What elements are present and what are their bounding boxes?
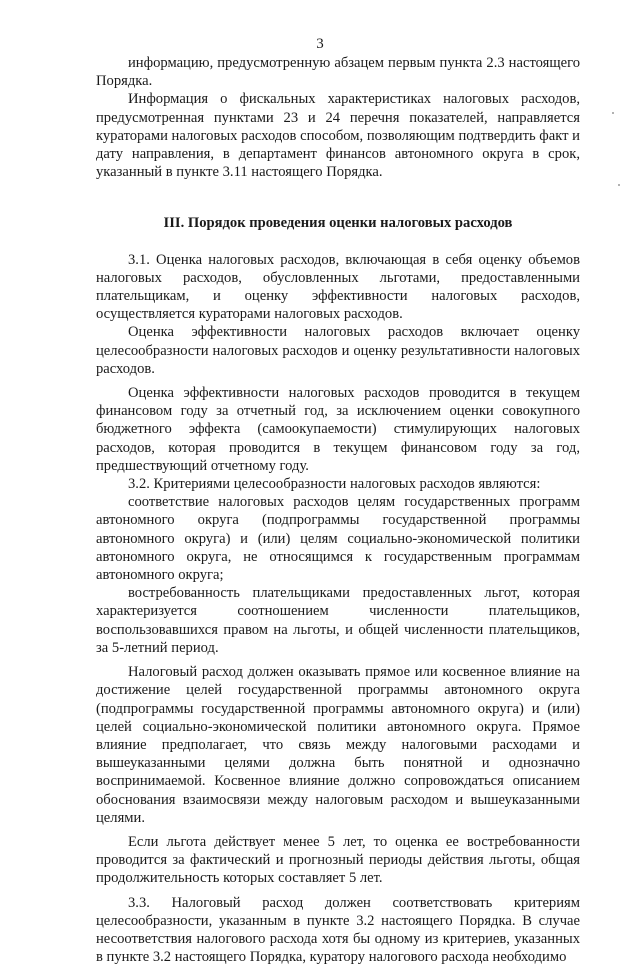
page-number: 3 — [316, 36, 324, 52]
paragraph: соответствие налоговых расходов целям государственных программ автономного округа (подпрограммы государственной программы автономного округа) и (или) целям социально-экономической политики автономного округа, не относящимся к государственным программам автономного округа; — [96, 494, 580, 584]
paragraph: Оценка эффективности налоговых расходов включает оценку целесообразности налоговых расходов и оценку результативности налоговых расходов. — [96, 324, 580, 377]
scan-artifact — [612, 112, 614, 114]
paragraph: информацию, предусмотренную абзацем первым пункта 2.3 настоящего Порядка. — [96, 55, 580, 90]
paragraph: Налоговый расход должен оказывать прямое или косвенное влияние на достижение целей государственной программы автономного округа (подпрограммы государственной программы автономного округа) и (или) целей социально-экономической политики автономного округа. Прямое влияние предполагает, что связь между налоговыми расходами и вышеуказанными целями должна быть понятной и однозначно воспринимаемой. Косвенное влияние должно сопровождаться описанием обоснования взаимосвязи между налоговым расходом и вышеуказанными целями. — [96, 664, 580, 826]
document-body — [96, 54, 580, 966]
paragraph: 3.2. Критериями целесообразности налоговых расходов являются: — [128, 476, 541, 493]
paragraph: 3.3. Налоговый расход должен соответствовать критериям целесообразности, указанным в пункте 3.2 настоящего Порядка. В случае несоответствия налогового расхода хотя бы одному из критериев, указанных в пункте 3.2 настоящего Порядка, куратору налогового расхода необходимо — [96, 894, 580, 966]
paragraph: Если льгота действует менее 5 лет, то оценка ее востребованности проводится за фактический и прогнозный периоды действия льготы, общая продолжительность которых составляет 5 лет. — [96, 833, 580, 887]
paragraph: 3.1. Оценка налоговых расходов, включающая в себя оценку объемов налоговых расходов, обусловленных льготами, предоставленными плательщикам, и оценку эффективности налоговых расходов, осуществляется кураторами налоговых расходов. — [96, 251, 580, 323]
section-heading: III. Порядок проведения оценки налоговых расходов — [163, 215, 513, 232]
scan-artifact — [618, 184, 620, 186]
paragraph: востребованность плательщиками предоставленных льгот, которая характеризуется соотношением численности плательщиков, воспользовавшихся правом на льготы, и общей численности плательщиков, за 5-летний период. — [96, 585, 580, 656]
paragraph: Информация о фискальных характеристиках налоговых расходов, предусмотренная пунктами 23 и 24 перечня показателей, направляется кураторами налоговых расходов способом, позволяющим подтвердить факт и дату направления, в департамент финансов автономного округа в срок, указанный в пункте 3.11 настоящего Порядка. — [96, 91, 580, 181]
paragraph: Оценка эффективности налоговых расходов проводится в текущем финансовом году за отчетный год, за исключением оценки совокупного бюджетного эффекта (самоокупаемости) стимулирующих налоговых расходов, которая проводится в текущем финансовом году за год, предшествующий отчетному году. — [96, 385, 580, 474]
